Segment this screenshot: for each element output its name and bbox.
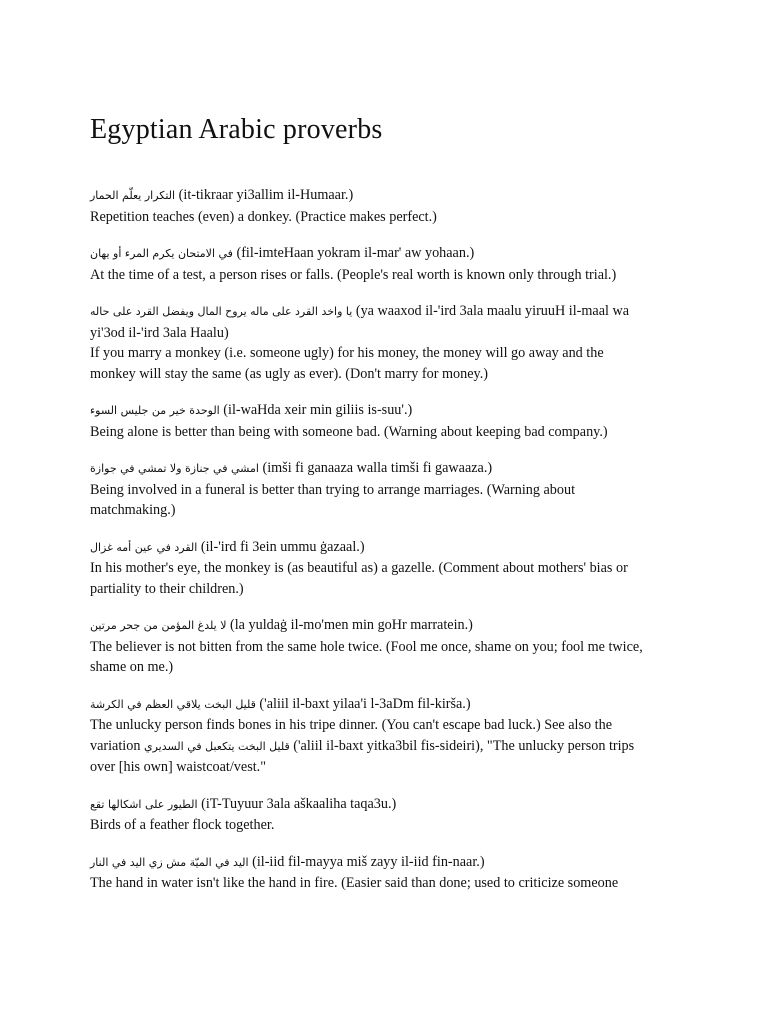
transliteration: (il-waHda xeir min giliis is-suu'.) <box>219 402 413 418</box>
proverb-line <box>90 243 680 265</box>
arabic-text: في الامتحان يكرم المرء أو يهان <box>90 247 233 260</box>
transliteration: (fil-imteHaan yokram il-mar' aw yohaan.) <box>232 245 475 261</box>
proverb-entry <box>90 794 680 836</box>
variation-label: variation <box>90 737 144 754</box>
proverb-entry <box>90 301 680 384</box>
proverb-line <box>90 794 680 816</box>
proverb-meaning-continued: over [his own] waistcoat/vest." <box>90 759 266 775</box>
proverb-entry <box>90 852 680 894</box>
proverb-entry <box>90 458 680 521</box>
proverb-line <box>90 852 680 874</box>
proverb-line <box>90 301 680 323</box>
variation-transliteration: ('aliil il-baxt yitka3bil fis-sideiri), "The unlucky person trips <box>289 737 635 754</box>
proverb-entry <box>90 694 680 778</box>
page-title: Egyptian Arabic proverbs <box>90 114 383 145</box>
proverb-meaning: Birds of a feather flock together. <box>90 817 275 833</box>
proverb-line <box>90 615 680 637</box>
proverb-meaning-continued: monkey will stay the same (as ugly as ever). (Don't marry for money.) <box>90 365 488 382</box>
arabic-text: قليل البخت يلاقي العظم في الكرشة <box>90 697 256 711</box>
proverb-meaning: At the time of a test, a person rises or falls. (People's real worth is known only through trial.) <box>90 266 617 283</box>
document-page <box>90 113 680 910</box>
proverb-entry <box>90 185 680 227</box>
proverb-line <box>90 185 680 207</box>
proverb-line <box>90 458 680 480</box>
proverb-entry <box>90 400 680 442</box>
proverb-meaning: In his mother's eye, the monkey is (as beautiful as) a gazelle. (Comment about mothers' bias or <box>90 560 628 576</box>
transliteration-continued: yi'3od il-'ird 3ala Haalu) <box>90 324 229 341</box>
proverb-meaning-continued <box>90 736 680 758</box>
proverb-meaning: The hand in water isn't like the hand in fire. (Easier said than done; used to criticize someone <box>90 875 619 891</box>
arabic-text: قليل البخت يتكعبل في السديري <box>143 739 290 753</box>
arabic-text: التكرار يعلّم الحمار <box>90 189 176 202</box>
proverb-meaning: Repetition teaches (even) a donkey. (Practice makes perfect.) <box>90 208 437 225</box>
transliteration: (ya waaxod il-'ird 3ala maalu yiruuH il-maal wa <box>352 303 630 319</box>
arabic-text: امشي في جنازة ولا تمشي في جوازة <box>90 462 259 475</box>
proverb-meaning-continued: shame on me.) <box>90 659 174 675</box>
proverb-entry <box>90 615 680 678</box>
proverb-line <box>90 400 680 422</box>
transliteration: (imši fi ganaaza walla timši fi gawaaza.) <box>258 460 493 476</box>
proverb-meaning: If you marry a monkey (i.e. someone ugly) for his money, the money will go away and the <box>90 345 604 361</box>
transliteration: (it-tikraar yi3allim il-Humaar.) <box>175 187 354 203</box>
proverb-meaning: The unlucky person finds bones in his tripe dinner. (You can't escape bad luck.) See also the <box>90 717 612 733</box>
proverb-meaning-continued: partiality to their children.) <box>90 580 244 597</box>
proverb-line <box>90 537 680 559</box>
proverb-meaning-continued: matchmaking.) <box>90 502 176 518</box>
transliteration: ('aliil il-baxt yilaa'i l-3aDm fil-kirša.) <box>255 695 471 712</box>
proverb-entry <box>90 537 680 600</box>
arabic-text: يا واخد القرد على ماله يروح المال ويفضل القرد على حاله <box>90 305 353 318</box>
transliteration: (la yuldaġ il-mo'men min goHr marratein.) <box>226 617 473 633</box>
arabic-text: الطيور على اشكالها تقع <box>90 797 198 811</box>
transliteration: (il-iid fil-mayya miš zayy il-iid fin-naar.) <box>248 853 485 870</box>
arabic-text: لا يلدغ المؤمن من جحر مرتين <box>90 619 227 632</box>
proverb-line <box>90 694 680 716</box>
proverb-meaning: Being alone is better than being with someone bad. (Warning about keeping bad company.) <box>90 423 608 440</box>
proverb-entry <box>90 243 680 285</box>
transliteration: (il-'ird fi 3ein ummu ġazaal.) <box>197 538 365 555</box>
arabic-text: القرد في عين أمه غزال <box>90 540 198 554</box>
transliteration: (iT-Tuyuur 3ala aškaaliha taqa3u.) <box>197 795 397 812</box>
proverb-meaning: Being involved in a funeral is better than trying to arrange marriages. (Warning about <box>90 481 576 498</box>
arabic-text: اليد في الميّة مش زي اليد في النار <box>90 855 249 869</box>
proverb-meaning: The believer is not bitten from the same hole twice. (Fool me once, shame on you; fool me twice, <box>90 638 643 655</box>
arabic-text: الوحدة خير من جليس السوء <box>90 404 220 417</box>
